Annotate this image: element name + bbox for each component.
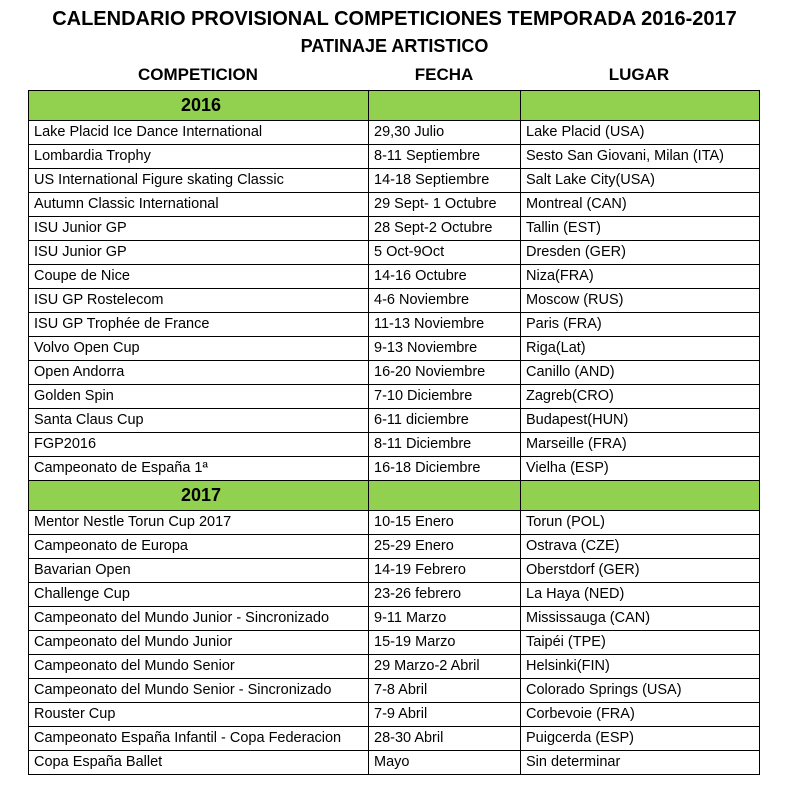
table-row xyxy=(29,121,760,145)
cell-lugar: Torun (POL) xyxy=(521,511,760,535)
cell-lugar: Colorado Springs (USA) xyxy=(521,679,760,703)
cell-lugar: Sin determinar xyxy=(521,751,760,775)
cell-lugar: Ostrava (CZE) xyxy=(521,535,760,559)
year-band-cell xyxy=(369,481,521,511)
cell-fecha: 4-6 Noviembre xyxy=(369,289,521,313)
cell-lugar: Lake Placid (USA) xyxy=(521,121,760,145)
cell-lugar: Sesto San Giovani, Milan (ITA) xyxy=(521,145,760,169)
cell-fecha: 29,30 Julio xyxy=(369,121,521,145)
cell-competicion: ISU GP Trophée de France xyxy=(29,313,369,337)
cell-lugar: Zagreb(CRO) xyxy=(521,385,760,409)
cell-fecha: 28-30 Abril xyxy=(369,727,521,751)
cell-fecha: 29 Marzo-2 Abril xyxy=(369,655,521,679)
year-band-cell xyxy=(521,481,760,511)
cell-lugar: La Haya (NED) xyxy=(521,583,760,607)
cell-fecha: 11-13 Noviembre xyxy=(369,313,521,337)
cell-fecha: 25-29 Enero xyxy=(369,535,521,559)
table-row xyxy=(29,385,760,409)
cell-lugar: Vielha (ESP) xyxy=(521,457,760,481)
cell-lugar: Niza(FRA) xyxy=(521,265,760,289)
table-row xyxy=(29,511,760,535)
table-row xyxy=(29,337,760,361)
cell-lugar: Marseille (FRA) xyxy=(521,433,760,457)
cell-fecha: 14-19 Febrero xyxy=(369,559,521,583)
cell-lugar: Tallin (EST) xyxy=(521,217,760,241)
year-label: 2017 xyxy=(29,481,369,511)
cell-competicion: FGP2016 xyxy=(29,433,369,457)
cell-competicion: Santa Claus Cup xyxy=(29,409,369,433)
table-row xyxy=(29,265,760,289)
cell-competicion: Volvo Open Cup xyxy=(29,337,369,361)
cell-fecha: 16-18 Diciembre xyxy=(369,457,521,481)
cell-competicion: Campeonato de España 1ª xyxy=(29,457,369,481)
cell-competicion: ISU Junior GP xyxy=(29,217,369,241)
table-row xyxy=(29,289,760,313)
cell-lugar: Oberstdorf (GER) xyxy=(521,559,760,583)
cell-competicion: ISU Junior GP xyxy=(29,241,369,265)
table-row xyxy=(29,433,760,457)
cell-lugar: Paris (FRA) xyxy=(521,313,760,337)
cell-competicion: Campeonato de Europa xyxy=(29,535,369,559)
cell-lugar: Corbevoie (FRA) xyxy=(521,703,760,727)
cell-competicion: Campeonato del Mundo Junior - Sincronizado xyxy=(29,607,369,631)
table-row xyxy=(29,583,760,607)
table-row xyxy=(29,193,760,217)
table-row xyxy=(29,409,760,433)
column-header-lugar: LUGAR xyxy=(608,65,670,84)
table-row xyxy=(29,607,760,631)
cell-fecha: 8-11 Septiembre xyxy=(369,145,521,169)
cell-lugar: Montreal (CAN) xyxy=(521,193,760,217)
table-row xyxy=(29,631,760,655)
cell-fecha: 10-15 Enero xyxy=(369,511,521,535)
year-band-cell xyxy=(369,91,521,121)
cell-fecha: 29 Sept- 1 Octubre xyxy=(369,193,521,217)
cell-lugar: Budapest(HUN) xyxy=(521,409,760,433)
table-row xyxy=(29,679,760,703)
table-row xyxy=(29,241,760,265)
calendar-table-body xyxy=(29,91,760,775)
page-subtitle: PATINAJE ARTISTICO xyxy=(300,36,489,56)
year-section-row xyxy=(29,481,760,511)
cell-competicion: Lombardia Trophy xyxy=(29,145,369,169)
cell-competicion: Campeonato España Infantil - Copa Federacion xyxy=(29,727,369,751)
year-band-cell xyxy=(521,91,760,121)
cell-lugar: Canillo (AND) xyxy=(521,361,760,385)
column-header-fecha: FECHA xyxy=(414,65,474,84)
cell-fecha: 9-13 Noviembre xyxy=(369,337,521,361)
cell-fecha: 23-26 febrero xyxy=(369,583,521,607)
cell-lugar: Dresden (GER) xyxy=(521,241,760,265)
cell-competicion: Campeonato del Mundo Junior xyxy=(29,631,369,655)
cell-lugar: Puigcerda (ESP) xyxy=(521,727,760,751)
cell-competicion: Bavarian Open xyxy=(29,559,369,583)
cell-competicion: Coupe de Nice xyxy=(29,265,369,289)
table-row xyxy=(29,361,760,385)
cell-competicion: Copa España Ballet xyxy=(29,751,369,775)
cell-fecha: 5 Oct-9Oct xyxy=(369,241,521,265)
table-row xyxy=(29,751,760,775)
cell-competicion: Campeonato del Mundo Senior - Sincronizado xyxy=(29,679,369,703)
table-row xyxy=(29,217,760,241)
cell-competicion: Golden Spin xyxy=(29,385,369,409)
cell-competicion: Lake Placid Ice Dance International xyxy=(29,121,369,145)
cell-lugar: Mississauga (CAN) xyxy=(521,607,760,631)
table-row xyxy=(29,655,760,679)
table-row xyxy=(29,535,760,559)
column-header-competicion: COMPETICION xyxy=(138,65,258,84)
cell-fecha: 8-11 Diciembre xyxy=(369,433,521,457)
table-row xyxy=(29,457,760,481)
cell-fecha: 16-20 Noviembre xyxy=(369,361,521,385)
table-row xyxy=(29,145,760,169)
calendar-table xyxy=(28,90,760,775)
cell-fecha: 9-11 Marzo xyxy=(369,607,521,631)
cell-fecha: 28 Sept-2 Octubre xyxy=(369,217,521,241)
cell-competicion: ISU GP Rostelecom xyxy=(29,289,369,313)
table-row xyxy=(29,313,760,337)
cell-fecha: 6-11 diciembre xyxy=(369,409,521,433)
cell-lugar: Helsinki(FIN) xyxy=(521,655,760,679)
cell-fecha: 7-9 Abril xyxy=(369,703,521,727)
table-row xyxy=(29,169,760,193)
cell-fecha: 15-19 Marzo xyxy=(369,631,521,655)
cell-fecha: 7-8 Abril xyxy=(369,679,521,703)
cell-competicion: Campeonato del Mundo Senior xyxy=(29,655,369,679)
cell-lugar: Taipéi (TPE) xyxy=(521,631,760,655)
cell-competicion: Challenge Cup xyxy=(29,583,369,607)
cell-fecha: 14-16 Octubre xyxy=(369,265,521,289)
cell-fecha: 7-10 Diciembre xyxy=(369,385,521,409)
year-section-row xyxy=(29,91,760,121)
year-label: 2016 xyxy=(29,91,369,121)
cell-fecha: 14-18 Septiembre xyxy=(369,169,521,193)
cell-competicion: US International Figure skating Classic xyxy=(29,169,369,193)
cell-competicion: Rouster Cup xyxy=(29,703,369,727)
table-row xyxy=(29,727,760,751)
cell-competicion: Mentor Nestle Torun Cup 2017 xyxy=(29,511,369,535)
cell-lugar: Moscow (RUS) xyxy=(521,289,760,313)
cell-fecha: Mayo xyxy=(369,751,521,775)
page-title: CALENDARIO PROVISIONAL COMPETICIONES TEMPORADA 2016-2017 xyxy=(52,8,737,30)
cell-lugar: Riga(Lat) xyxy=(521,337,760,361)
table-row xyxy=(29,559,760,583)
cell-competicion: Autumn Classic International xyxy=(29,193,369,217)
cell-competicion: Open Andorra xyxy=(29,361,369,385)
cell-lugar: Salt Lake City(USA) xyxy=(521,169,760,193)
table-row xyxy=(29,703,760,727)
